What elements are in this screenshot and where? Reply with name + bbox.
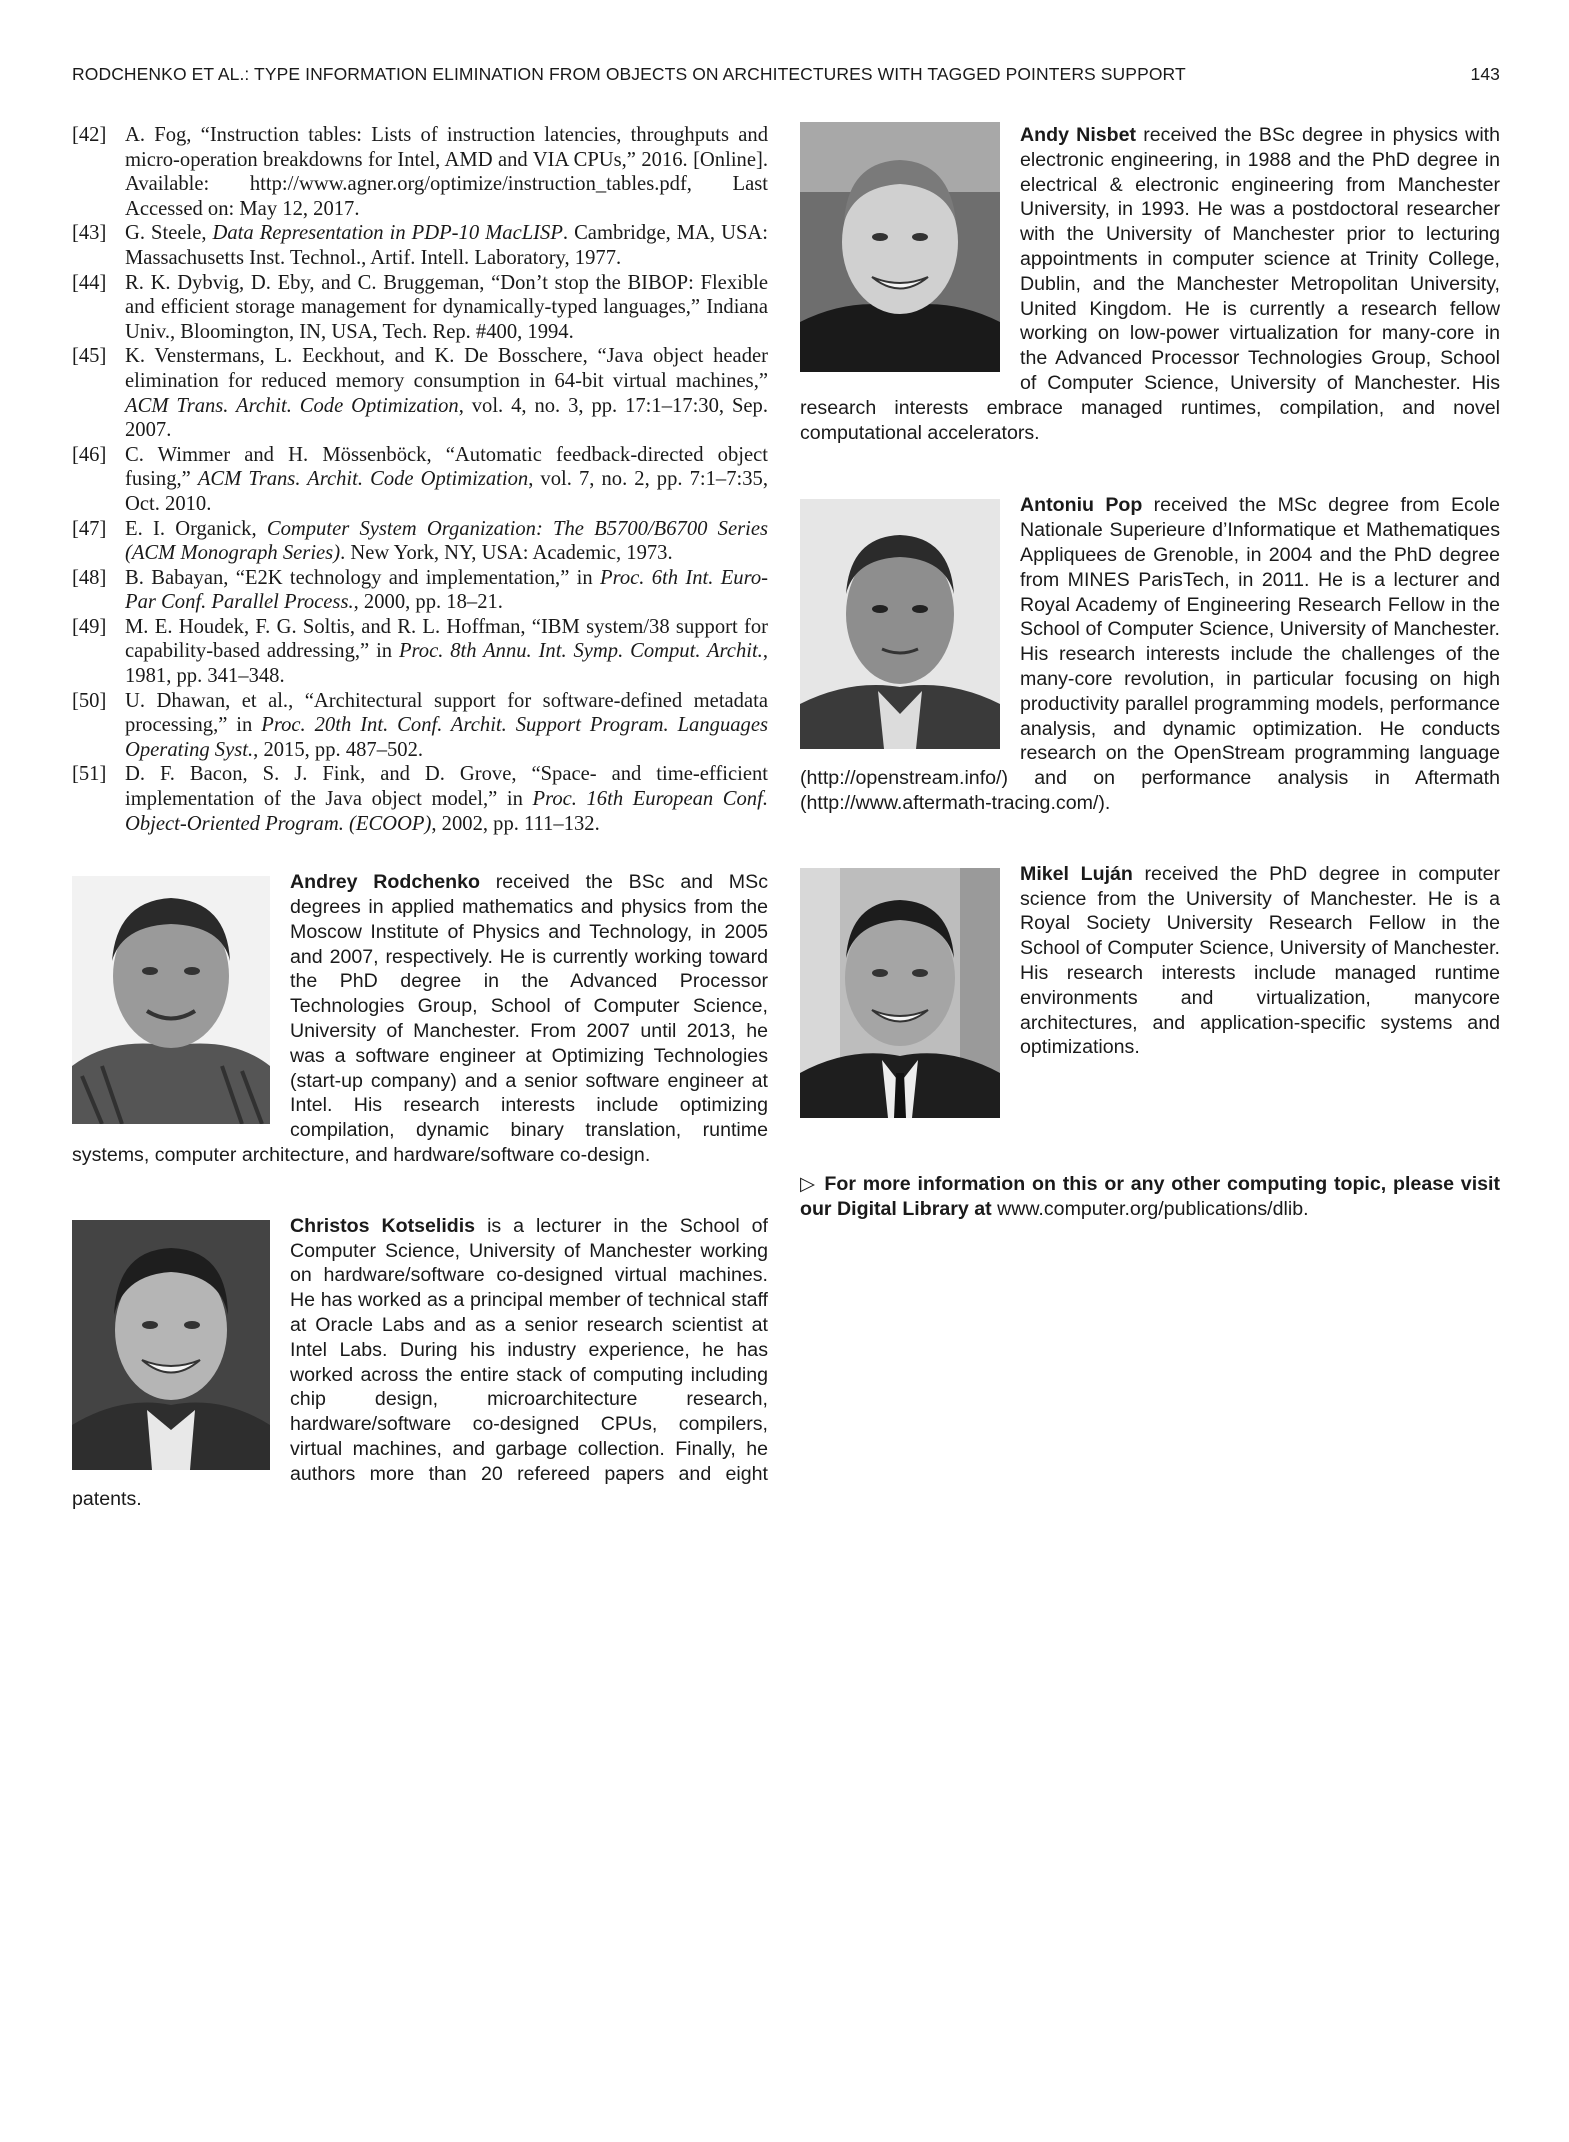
author-bio-text: is a lecturer in the School of Computer Science, University of Manchester working on hardware/software co-designed virtual machines. He has worked as a principal member of technical staff at Oracle Labs and as a senior research scientist at Intel Labs. During his industry experience, he has worked across the entire stack of computing including chip design, microarchitecture research, hardware/software co-designed CPUs, compilers, virtual machines, and garbage collection. Finally, he authors more than 20 refereed papers and eight patents.	[72, 1214, 768, 1510]
reference-item: [45] K. Venstermans, L. Eeckhout, and K. De Bosschere, “Java object header elimination for reduced memory consumption in 64-bit virtual machines,” ACM Trans. Archit. Code Optimization, vol. 4, no. 3, pp. 17:1–17:30, Sep. 2007.	[72, 345, 768, 442]
digital-library-note-bold: For more information on this or any other computing topic, please visit our Digital Library at	[800, 1172, 1500, 1220]
bio-nisbet	[800, 123, 1500, 445]
author-bio-text: received the MSc degree from Ecole Nationale Superieure d’Informatique et Mathematiques Appliquees de Grenoble, in 2004 and the PhD degree from MINES ParisTech, in 2011. He is a lecturer and Royal Academy of Engineering Research Fellow in the School of Computer Science, University of Manchester. His research interests include the challenges of the many-core revolution, in particular focusing on high productivity parallel programming models, performance analysis, and dynamic optimization. He conducts research on the OpenStream programming language (http://openstream.info/) and on performance analysis in Aftermath (http://www.aftermath-tracing.com/).	[800, 494, 1500, 814]
digital-library-link[interactable]: www.computer.org/publications/dlib.	[991, 1197, 1309, 1220]
bio-pop	[800, 493, 1500, 815]
bio-rodchenko	[72, 870, 768, 1168]
reference-text: K. Venstermans, L. Eeckhout, and K. De Bosschere, “Java object header elimination for reduced memory consumption in 64-bit virtual machines,” ACM Trans. Archit. Code Optimization, vol. 4, no. 3, pp. 17:1–17:30, Sep. 2007.	[125, 345, 768, 442]
running-title: RODCHENKO ET AL.: TYPE INFORMATION ELIMINATION FROM OBJECTS ON ARCHITECTURES WITH TAGGED POINTERS SUPPORT	[72, 64, 1186, 84]
author-photo-lujan	[800, 868, 1000, 1118]
reference-text: R. K. Dybvig, D. Eby, and C. Bruggeman, “Don’t stop the BIBOP: Flexible and efficient storage management for dynamically-typed languages,” Indiana Univ., Bloomington, IN, USA, Tech. Rep. #400, 1994.	[125, 271, 768, 343]
reference-item: [44] R. K. Dybvig, D. Eby, and C. Bruggeman, “Don’t stop the BIBOP: Flexible and efficient storage management for dynamically-typed languages,” Indiana Univ., Bloomington, IN, USA, Tech. Rep. #400, 1994.	[72, 271, 768, 343]
reference-item: [46] C. Wimmer and H. Mössenböck, “Automatic feedback-directed object fusing,” ACM Trans. Archit. Code Optimization, vol. 7, no. 2, pp. 7:1–7:35, Oct. 2010.	[72, 443, 768, 515]
author-bio-text: received the BSc and MSc degrees in applied mathematics and physics from the Moscow Institute of Physics and Technology, in 2005 and 2007, respectively. He is currently working toward the PhD degree in the Advanced Processor Technologies Group, School of Computer Science, University of Manchester. From 2007 until 2013, he was a software engineer at Optimizing Technologies (start-up company) and a senior software engineer at Intel. His research interests include optimizing compilation, dynamic binary translation, runtime systems, computer architecture, and hardware/software co-design.	[72, 871, 768, 1166]
author-name: Antoniu Pop	[1020, 494, 1143, 517]
reference-text: B. Babayan, “E2K technology and implementation,” in Proc. 6th Int. Euro-Par Conf. Parallel Process., 2000, pp. 18–21.	[125, 566, 769, 614]
reference-text: A. Fog, “Instruction tables: Lists of instruction latencies, throughputs and micro-operation breakdowns for Intel, AMD and VIA CPUs,” 2016. [Online]. Available: http://www.agner.org/optimize/instruction_tables.pdf, Last Accessed on: May 12, 2017.	[125, 124, 768, 220]
digital-library-note	[800, 1172, 1500, 1222]
author-photo-rodchenko	[72, 876, 270, 1124]
author-photo-nisbet	[800, 122, 1000, 372]
reference-text: C. Wimmer and H. Mössenböck, “Automatic feedback-directed object fusing,” ACM Trans. Archit. Code Optimization, vol. 7, no. 2, pp. 7:1–7:35, Oct. 2010.	[125, 443, 768, 515]
author-name: Christos Kotselidis	[290, 1214, 476, 1237]
running-header	[72, 64, 1500, 88]
author-bio-text: received the PhD degree in computer science from the University of Manchester. He is a Royal Society University Research Fellow in the School of Computer Science, University of Manchester. His research interests include managed runtime environments and virtualization, manycore architectures, and application-specific systems and optimizations.	[1020, 862, 1501, 1059]
reference-item: [43] G. Steele, Data Representation in PDP-10 MacLISP. Cambridge, MA, USA: Massachusetts Inst. Technol., Artif. Intell. Laboratory, 1977.	[72, 222, 768, 269]
reference-item: [49] M. E. Houdek, F. G. Soltis, and R. L. Hoffman, “IBM system/38 support for capability-based addressing,” in Proc. 8th Annu. Int. Symp. Comput. Archit., 1981, pp. 341–348.	[72, 615, 768, 688]
bio-lujan	[800, 862, 1500, 1122]
author-name: Andrey Rodchenko	[290, 871, 480, 894]
left-column	[72, 123, 768, 1511]
author-photo-pop	[800, 499, 1000, 749]
reference-list	[72, 123, 768, 836]
author-name: Mikel Luján	[1020, 862, 1133, 885]
right-column	[800, 123, 1500, 1222]
reference-text: U. Dhawan, et al., “Architectural support for software-defined metadata processing,” in Proc. 20th Int. Conf. Archit. Support Program. Languages Operating Syst., 2015, pp. 487–502.	[125, 689, 768, 761]
author-photo-kotselidis	[72, 1220, 270, 1470]
bio-kotselidis	[72, 1214, 768, 1512]
reference-text: G. Steele, Data Representation in PDP-10 MacLISP. Cambridge, MA, USA: Massachusetts Inst. Technol., Artif. Intell. Laboratory, 1977.	[125, 222, 768, 269]
triangle-bullet-icon: ▷	[800, 1172, 817, 1195]
reference-item: [50] U. Dhawan, et al., “Architectural support for software-defined metadata processing,” in Proc. 20th Int. Conf. Archit. Support Program. Languages Operating Syst., 2015, pp. 487–502.	[72, 689, 768, 761]
reference-text: D. F. Bacon, S. J. Fink, and D. Grove, “Space- and time-efficient implementation of the Java object model,” in Proc. 16th European Conf. Object-Oriented Program. (ECOOP), 2002, pp. 111–132.	[125, 763, 768, 835]
reference-item: [48] B. Babayan, “E2K technology and implementation,” in Proc. 6th Int. Euro-Par Conf. Parallel Process., 2000, pp. 18–21.	[72, 566, 769, 614]
reference-text: M. E. Houdek, F. G. Soltis, and R. L. Hoffman, “IBM system/38 support for capability-based addressing,” in Proc. 8th Annu. Int. Symp. Comput. Archit., 1981, pp. 341–348.	[125, 615, 768, 688]
author-bio-text: received the BSc degree in physics with electronic engineering, in 1988 and the PhD degree in electrical & electronic engineering from Manchester University, in 1993. He was a postdoctoral researcher with the University of Manchester prior to lecturing appointments in computer science at Trinity College, Dublin, and the Manchester Metropolitan University, United Kingdom. He is currently a research fellow working on low-power virtualization for many-core in the Advanced Processor Technologies Group, School of Computer Science, University of Manchester. His research interests embrace managed runtimes, compilation, and novel computational accelerators.	[800, 124, 1501, 444]
page-number: 143	[1470, 64, 1500, 84]
reference-text: E. I. Organick, Computer System Organization: The B5700/B6700 Series (ACM Monograph Series). New York, NY, USA: Academic, 1973.	[125, 517, 768, 565]
reference-item: [42] A. Fog, “Instruction tables: Lists of instruction latencies, throughputs and micro-operation breakdowns for Intel, AMD and VIA CPUs,” 2016. [Online]. Available: http://www.agner.org/optimize/instruction_tables.pdf, Last Accessed on: May 12, 2017.	[72, 124, 768, 220]
reference-item: [51] D. F. Bacon, S. J. Fink, and D. Grove, “Space- and time-efficient implementation of the Java object model,” in Proc. 16th European Conf. Object-Oriented Program. (ECOOP), 2002, pp. 111–132.	[72, 763, 768, 835]
reference-item: [47] E. I. Organick, Computer System Organization: The B5700/B6700 Series (ACM Monograph Series). New York, NY, USA: Academic, 1973.	[72, 517, 768, 565]
author-name: Andy Nisbet	[1020, 124, 1137, 146]
